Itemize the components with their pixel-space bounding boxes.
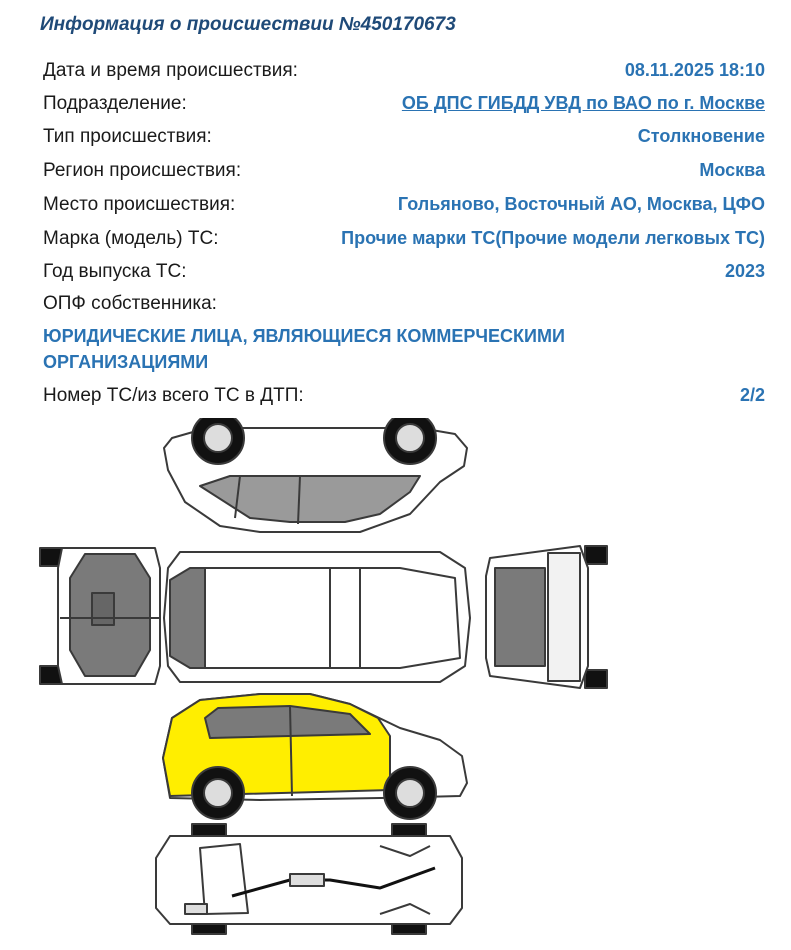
field-label: Место происшествия: <box>43 194 236 215</box>
model-value: Прочие марки ТС(Прочие модели легковых ТС) <box>341 228 765 248</box>
year-value: 2023 <box>724 261 765 281</box>
field-label: Регион происшествия: <box>43 160 242 181</box>
datetime-value: 08.11.2025 18:10 <box>624 60 765 80</box>
field-label: Тип происшествия: <box>43 126 212 147</box>
owner-value: ЮРИДИЧЕСКИЕ ЛИЦА, ЯВЛЯЮЩИЕСЯ КОММЕРЧЕСКИМИ ОРГАНИЗАЦИЯМИ <box>43 326 565 372</box>
field-label: Дата и время происшествия: <box>43 60 298 81</box>
field-vehicle-number <box>43 385 765 411</box>
division-link[interactable]: ОБ ДПС ГИБДД УВД по ВАО по г. Москве <box>401 93 765 113</box>
field-year <box>43 261 765 287</box>
field-model <box>43 228 765 254</box>
region-value: Москва <box>699 160 765 180</box>
car-right-side-view <box>164 418 467 532</box>
field-owner <box>43 293 765 319</box>
field-division <box>43 93 765 119</box>
car-rear-view <box>40 548 160 684</box>
vehicle-number-value: 2/2 <box>739 385 765 405</box>
field-region <box>43 160 765 186</box>
field-label: Подразделение: <box>43 93 187 114</box>
car-front-view <box>486 546 607 688</box>
field-place <box>43 194 765 220</box>
field-label: ОПФ собственника: <box>43 293 217 314</box>
place-value: Гольяново, Восточный АО, Москва, ЦФО <box>397 194 765 214</box>
field-label: Марка (модель) ТС: <box>43 228 219 249</box>
field-datetime <box>43 60 765 86</box>
car-top-view <box>164 552 470 682</box>
car-left-side-view-damaged <box>163 694 467 819</box>
field-label: Год выпуска ТС: <box>43 261 187 282</box>
field-type <box>43 126 765 152</box>
car-underbody-view <box>156 824 462 934</box>
vehicle-damage-diagram <box>0 418 791 950</box>
field-label: Номер ТС/из всего ТС в ДТП: <box>43 385 304 406</box>
page-title: Информация о происшествии №450170673 <box>40 14 456 35</box>
type-value: Столкновение <box>637 126 765 146</box>
